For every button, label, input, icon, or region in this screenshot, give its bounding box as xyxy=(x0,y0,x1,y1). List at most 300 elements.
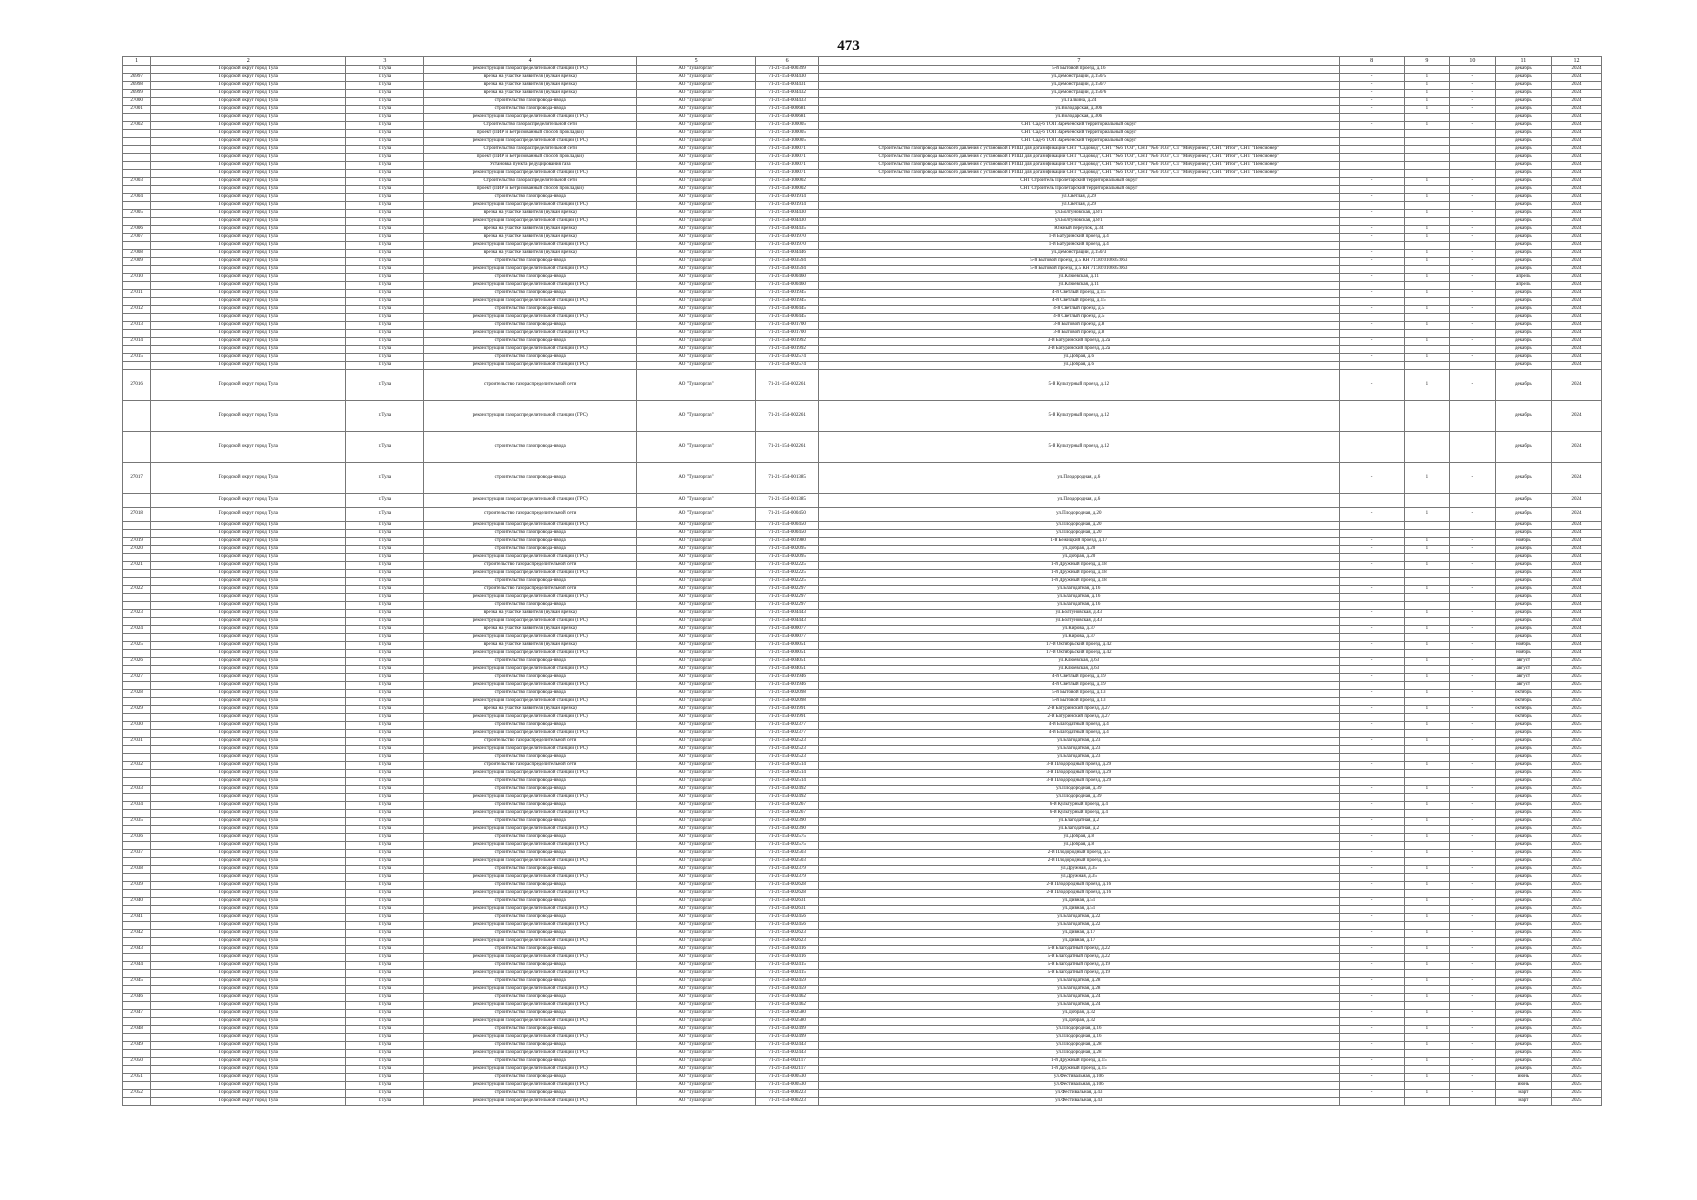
cell-col-10 xyxy=(1450,618,1496,626)
cell-col-8 xyxy=(1339,266,1404,274)
cell-row-number xyxy=(123,770,151,778)
table-row xyxy=(123,618,1602,626)
column-header-8: 8 xyxy=(1339,57,1404,66)
cell-col-9 xyxy=(1404,714,1450,722)
cell-col-10: - xyxy=(1450,122,1496,130)
cell-col-9: 1 xyxy=(1404,1074,1450,1082)
cell-row-number xyxy=(123,138,151,146)
cell-row-number xyxy=(123,874,151,882)
cell-organization: АО "Тулагоргаз" xyxy=(636,401,755,432)
cell-col-10 xyxy=(1450,1050,1496,1058)
cell-work-type: строительство газопровода-ввода xyxy=(424,306,637,314)
cell-col-9: 1 xyxy=(1404,1010,1450,1018)
cell-row-number: 27027 xyxy=(123,674,151,682)
cell-col-9 xyxy=(1404,810,1450,818)
cell-organization: АО "Тулагоргаз" xyxy=(636,666,755,674)
cell-month: ноябрь xyxy=(1495,650,1551,658)
cell-col-10 xyxy=(1450,530,1496,538)
cell-object-code: 71-21-154-002631 xyxy=(756,906,819,914)
cell-work-type: реконструкция газораспределительной станции (ГРС) xyxy=(424,362,637,370)
cell-municipality: Городской округ город Тула xyxy=(151,114,346,122)
cell-year: 2025 xyxy=(1552,1002,1602,1010)
cell-col-10: - xyxy=(1450,978,1496,986)
cell-locality: г.Тула xyxy=(346,642,424,650)
table-row xyxy=(123,626,1602,634)
cell-work-type: строительство газопровода-ввода xyxy=(424,274,637,282)
cell-object-code: 71-21-154-004430 xyxy=(756,218,819,226)
cell-address: ул.Благодатная, д.2 xyxy=(819,826,1339,834)
cell-col-10: - xyxy=(1450,866,1496,874)
cell-col-10: - xyxy=(1450,546,1496,554)
cell-row-number xyxy=(123,346,151,354)
cell-organization: АО "Тулагоргаз" xyxy=(636,818,755,826)
cell-month: декабрь xyxy=(1495,154,1551,162)
cell-row-number: 27033 xyxy=(123,786,151,794)
cell-object-code: 71-21-154-100005 xyxy=(756,130,819,138)
cell-municipality: Городской округ город Тула xyxy=(151,90,346,98)
cell-month: ноябрь xyxy=(1495,642,1551,650)
cell-municipality: Городской округ город Тула xyxy=(151,762,346,770)
cell-col-10: - xyxy=(1450,722,1496,730)
cell-address: ул.Плодородная, д.20 xyxy=(819,522,1339,530)
cell-col-9: 1 xyxy=(1404,762,1450,770)
cell-work-type: реконструкция газораспределительной станции (ГРС) xyxy=(424,810,637,818)
table-row xyxy=(123,194,1602,202)
cell-col-9: 1 xyxy=(1404,322,1450,330)
cell-organization: АО "Тулагоргаз" xyxy=(636,290,755,298)
cell-col-8 xyxy=(1339,778,1404,786)
cell-col-10 xyxy=(1450,170,1496,178)
cell-col-9: 1 xyxy=(1404,250,1450,258)
cell-col-9 xyxy=(1404,530,1450,538)
cell-col-8 xyxy=(1339,618,1404,626)
cell-object-code: 71-21-154-002443 xyxy=(756,1042,819,1050)
cell-organization: АО "Тулагоргаз" xyxy=(636,634,755,642)
cell-year: 2025 xyxy=(1552,1018,1602,1026)
cell-month: декабрь xyxy=(1495,754,1551,762)
cell-col-8: - xyxy=(1339,1026,1404,1034)
cell-work-type: реконструкция газораспределительной станции (ГРС) xyxy=(424,770,637,778)
cell-object-code: 71-21-154-000530 xyxy=(756,1082,819,1090)
cell-row-number xyxy=(123,570,151,578)
cell-object-code: 71-21-154-100071 xyxy=(756,146,819,154)
cell-locality: г.Тула xyxy=(346,1026,424,1034)
cell-col-10 xyxy=(1450,890,1496,898)
cell-object-code: 71-21-154-002523 xyxy=(756,746,819,754)
cell-address: Южный переулок, д.34 xyxy=(819,226,1339,234)
cell-object-code: 71-21-154-002575 xyxy=(756,842,819,850)
cell-address: 1-й Дружный проезд, д.18 xyxy=(819,570,1339,578)
table-row xyxy=(123,82,1602,90)
cell-object-code: 71-21-154-002574 xyxy=(756,362,819,370)
cell-year: 2024 xyxy=(1552,610,1602,618)
cell-organization: АО "Тулагоргаз" xyxy=(636,463,755,494)
cell-work-type: реконструкция газораспределительной станции (ГРС) xyxy=(424,826,637,834)
cell-year: 2024 xyxy=(1552,162,1602,170)
cell-col-10: - xyxy=(1450,538,1496,546)
cell-municipality: Городской округ город Тула xyxy=(151,298,346,306)
cell-row-number: 27036 xyxy=(123,834,151,842)
cell-row-number: 27050 xyxy=(123,1058,151,1066)
cell-locality: г.Тула xyxy=(346,762,424,770)
cell-col-10 xyxy=(1450,218,1496,226)
cell-municipality: Городской округ город Тула xyxy=(151,530,346,538)
cell-month: декабрь xyxy=(1495,1002,1551,1010)
cell-object-code: 71-21-154-001980 xyxy=(756,538,819,546)
cell-col-10 xyxy=(1450,522,1496,530)
cell-organization: АО "Тулагоргаз" xyxy=(636,322,755,330)
table-row xyxy=(123,122,1602,130)
cell-object-code: 71-21-154-002574 xyxy=(756,354,819,362)
cell-col-10: - xyxy=(1450,818,1496,826)
cell-municipality: Городской округ город Тула xyxy=(151,1010,346,1018)
cell-col-10 xyxy=(1450,938,1496,946)
table-row xyxy=(123,794,1602,802)
table-row xyxy=(123,738,1602,746)
cell-year: 2025 xyxy=(1552,954,1602,962)
cell-col-9 xyxy=(1404,362,1450,370)
cell-address: Строительство газопровода высокого давления с установкой ГРПШ для догазификации СНТ "Садовод", СНТ "№6 ТОЗ", СНТ "№6 ТОЗ", СТ "Мичуринец", СНТ "Итог", СНТ "Пенсионер" xyxy=(819,146,1339,154)
cell-municipality: Городской округ город Тула xyxy=(151,874,346,882)
cell-col-9 xyxy=(1404,282,1450,290)
cell-locality: г.Тула xyxy=(346,82,424,90)
cell-object-code: 71-21-154-002462 xyxy=(756,994,819,1002)
cell-work-type: Строительство газораспределительной сети xyxy=(424,178,637,186)
cell-month: декабрь xyxy=(1495,594,1551,602)
cell-object-code: 71-21-154-000450 xyxy=(756,530,819,538)
cell-col-9 xyxy=(1404,570,1450,578)
cell-work-type: строительство газопровода-ввода xyxy=(424,818,637,826)
cell-organization: АО "Тулагоргаз" xyxy=(636,650,755,658)
cell-object-code: 71-21-154-002456 xyxy=(756,922,819,930)
table-row xyxy=(123,578,1602,586)
cell-work-type: строительство газопровода-ввода xyxy=(424,354,637,362)
cell-col-9: 1 xyxy=(1404,946,1450,954)
cell-work-type: реконструкция газораспределительной станции (ГРС) xyxy=(424,650,637,658)
cell-municipality: Городской округ город Тула xyxy=(151,138,346,146)
cell-organization: АО "Тулагоргаз" xyxy=(636,642,755,650)
cell-locality: г.Тула xyxy=(346,90,424,98)
cell-year: 2025 xyxy=(1552,730,1602,738)
cell-locality: г.Тула xyxy=(346,746,424,754)
cell-work-type: реконструкция газораспределительной станции (ГРС) xyxy=(424,298,637,306)
cell-work-type: врезка на участке заявителя (вулкан врезка) xyxy=(424,610,637,618)
cell-col-10 xyxy=(1450,858,1496,866)
table-row xyxy=(123,946,1602,954)
cell-col-8: - xyxy=(1339,882,1404,890)
cell-work-type: строительство газопровода-ввода xyxy=(424,258,637,266)
cell-month: декабрь xyxy=(1495,618,1551,626)
cell-row-number xyxy=(123,330,151,338)
cell-col-8: - xyxy=(1339,508,1404,522)
cell-year: 2024 xyxy=(1552,508,1602,522)
cell-col-9 xyxy=(1404,1082,1450,1090)
cell-col-10 xyxy=(1450,298,1496,306)
cell-municipality: Городской округ город Тула xyxy=(151,202,346,210)
cell-year: 2024 xyxy=(1552,522,1602,530)
cell-col-9: 1 xyxy=(1404,463,1450,494)
cell-row-number: 27000 xyxy=(123,98,151,106)
cell-month: декабрь xyxy=(1495,114,1551,122)
cell-locality: г.Тула xyxy=(346,930,424,938)
cell-row-number xyxy=(123,730,151,738)
cell-col-8 xyxy=(1339,922,1404,930)
cell-address: ул.Добрая, д.6 xyxy=(819,354,1339,362)
cell-work-type: строительство газопровода-ввода xyxy=(424,930,637,938)
cell-year: 2025 xyxy=(1552,714,1602,722)
cell-address: 5-й Бытовой проезд, д.13 xyxy=(819,690,1339,698)
cell-col-9 xyxy=(1404,986,1450,994)
cell-work-type: реконструкция газораспределительной станции (ГРС) xyxy=(424,1034,637,1042)
cell-col-9 xyxy=(1404,634,1450,642)
cell-year: 2025 xyxy=(1552,930,1602,938)
cell-row-number xyxy=(123,810,151,818)
cell-col-10: - xyxy=(1450,930,1496,938)
cell-organization: АО "Тулагоргаз" xyxy=(636,370,755,401)
cell-col-10 xyxy=(1450,66,1496,74)
cell-locality: г.Тула xyxy=(346,858,424,866)
cell-work-type: реконструкция газораспределительной станции (ГРС) xyxy=(424,714,637,722)
cell-address: 1-й Бежицкий проезд, д.17 xyxy=(819,538,1339,546)
cell-row-number xyxy=(123,698,151,706)
cell-month: декабрь xyxy=(1495,122,1551,130)
cell-year: 2025 xyxy=(1552,778,1602,786)
cell-organization: АО "Тулагоргаз" xyxy=(636,202,755,210)
cell-locality: г.Тула xyxy=(346,986,424,994)
cell-municipality: Городской округ город Тула xyxy=(151,858,346,866)
cell-col-10 xyxy=(1450,730,1496,738)
cell-row-number xyxy=(123,202,151,210)
cell-col-10 xyxy=(1450,314,1496,322)
cell-col-10 xyxy=(1450,666,1496,674)
cell-col-9: 1 xyxy=(1404,258,1450,266)
table-row xyxy=(123,634,1602,642)
cell-address: 4-й Светлый проезд, д.19 xyxy=(819,682,1339,690)
cell-col-8 xyxy=(1339,954,1404,962)
cell-work-type: реконструкция газораспределительной станции (ГРС) xyxy=(424,1082,637,1090)
cell-col-9 xyxy=(1404,970,1450,978)
cell-year: 2025 xyxy=(1552,826,1602,834)
cell-month: декабрь xyxy=(1495,914,1551,922)
table-row xyxy=(123,401,1602,432)
cell-row-number xyxy=(123,954,151,962)
cell-year: 2025 xyxy=(1552,890,1602,898)
cell-locality: г.Тула xyxy=(346,1002,424,1010)
cell-locality: г.Тула xyxy=(346,1034,424,1042)
table-row xyxy=(123,778,1602,786)
cell-organization: АО "Тулагоргаз" xyxy=(636,842,755,850)
cell-organization: АО "Тулагоргаз" xyxy=(636,882,755,890)
cell-row-number: 27049 xyxy=(123,1042,151,1050)
table-row xyxy=(123,226,1602,234)
cell-row-number xyxy=(123,432,151,463)
cell-year: 2024 xyxy=(1552,242,1602,250)
cell-organization: АО "Тулагоргаз" xyxy=(636,1050,755,1058)
cell-municipality: Городской округ город Тула xyxy=(151,194,346,202)
cell-col-8: - xyxy=(1339,1042,1404,1050)
cell-year: 2024 xyxy=(1552,186,1602,194)
cell-col-9: 1 xyxy=(1404,274,1450,282)
table-row xyxy=(123,258,1602,266)
cell-col-8: - xyxy=(1339,994,1404,1002)
cell-work-type: реконструкция газораспределительной станции (ГРС) xyxy=(424,618,637,626)
cell-month: декабрь xyxy=(1495,1026,1551,1034)
cell-month: август xyxy=(1495,682,1551,690)
cell-municipality: Городской округ город Тула xyxy=(151,258,346,266)
cell-organization: АО "Тулагоргаз" xyxy=(636,682,755,690)
table-row xyxy=(123,354,1602,362)
table-row xyxy=(123,530,1602,538)
cell-month: декабрь xyxy=(1495,178,1551,186)
cell-work-type: строительство газопровода-ввода xyxy=(424,1010,637,1018)
cell-object-code: 71-21-154-000051 xyxy=(756,650,819,658)
table-row xyxy=(123,1098,1602,1106)
cell-col-8: - xyxy=(1339,354,1404,362)
cell-object-code: 71-21-154-002492 xyxy=(756,794,819,802)
cell-col-8: - xyxy=(1339,562,1404,570)
cell-row-number xyxy=(123,938,151,946)
cell-col-8 xyxy=(1339,494,1404,508)
cell-year: 2025 xyxy=(1552,962,1602,970)
cell-locality: г.Тула xyxy=(346,250,424,258)
cell-month: декабрь xyxy=(1495,762,1551,770)
cell-month: декабрь xyxy=(1495,194,1551,202)
cell-municipality: Городской округ город Тула xyxy=(151,850,346,858)
cell-address: 3-й Плодородный проезд, д.29 xyxy=(819,778,1339,786)
cell-work-type: реконструкция газораспределительной станции (ГРС) xyxy=(424,842,637,850)
cell-col-10: - xyxy=(1450,610,1496,618)
cell-col-9: 1 xyxy=(1404,306,1450,314)
cell-municipality: Городской округ город Тула xyxy=(151,834,346,842)
cell-row-number xyxy=(123,754,151,762)
cell-year: 2024 xyxy=(1552,546,1602,554)
cell-organization: АО "Тулагоргаз" xyxy=(636,1090,755,1098)
cell-address: ул.Дружная, д.35 xyxy=(819,866,1339,874)
cell-address: 5-й Благодатный проезд, д.19 xyxy=(819,962,1339,970)
cell-month: декабрь xyxy=(1495,90,1551,98)
cell-organization: АО "Тулагоргаз" xyxy=(636,714,755,722)
cell-organization: АО "Тулагоргаз" xyxy=(636,970,755,978)
cell-organization: АО "Тулагоргаз" xyxy=(636,130,755,138)
cell-object-code: 71-21-154-004432 xyxy=(756,90,819,98)
cell-col-10 xyxy=(1450,554,1496,562)
cell-locality: г.Тула xyxy=(346,306,424,314)
cell-col-9 xyxy=(1404,66,1450,74)
cell-col-10: - xyxy=(1450,90,1496,98)
cell-col-9 xyxy=(1404,298,1450,306)
cell-row-number: 27006 xyxy=(123,226,151,234)
cell-organization: АО "Тулагоргаз" xyxy=(636,522,755,530)
cell-municipality: Городской округ город Тула xyxy=(151,650,346,658)
cell-row-number: 27042 xyxy=(123,930,151,938)
cell-organization: АО "Тулагоргаз" xyxy=(636,314,755,322)
cell-organization: АО "Тулагоргаз" xyxy=(636,1034,755,1042)
cell-municipality: Городской округ город Тула xyxy=(151,866,346,874)
cell-year: 2024 xyxy=(1552,282,1602,290)
cell-locality: г.Тула xyxy=(346,1066,424,1074)
table-row xyxy=(123,202,1602,210)
cell-row-number: 27013 xyxy=(123,322,151,330)
cell-locality: г.Тула xyxy=(346,666,424,674)
table-row xyxy=(123,858,1602,866)
cell-locality: г.Тула xyxy=(346,162,424,170)
cell-locality: г.Тула xyxy=(346,594,424,602)
cell-month: декабрь xyxy=(1495,626,1551,634)
table-row xyxy=(123,874,1602,882)
cell-locality: г.Тула xyxy=(346,130,424,138)
cell-municipality: Городской округ город Тула xyxy=(151,754,346,762)
table-row xyxy=(123,186,1602,194)
cell-object-code: 71-21-154-100071 xyxy=(756,162,819,170)
cell-col-8: - xyxy=(1339,962,1404,970)
cell-address: СНТ Сад-6 ТОП Зареченский территориальный округ xyxy=(819,122,1339,130)
cell-month: декабрь xyxy=(1495,834,1551,842)
table-row xyxy=(123,338,1602,346)
cell-locality: г.Тула xyxy=(346,463,424,494)
cell-month: декабрь xyxy=(1495,186,1551,194)
cell-col-10: - xyxy=(1450,850,1496,858)
cell-municipality: Городской округ город Тула xyxy=(151,946,346,954)
cell-year: 2025 xyxy=(1552,858,1602,866)
cell-municipality: Городской округ город Тула xyxy=(151,578,346,586)
cell-object-code: 71-21-154-004435 xyxy=(756,226,819,234)
cell-year: 2025 xyxy=(1552,1050,1602,1058)
cell-col-8 xyxy=(1339,66,1404,74)
cell-col-9 xyxy=(1404,682,1450,690)
cell-organization: АО "Тулагоргаз" xyxy=(636,578,755,586)
cell-work-type: реконструкция газораспределительной станции (ГРС) xyxy=(424,494,637,508)
cell-month: декабрь xyxy=(1495,1058,1551,1066)
cell-row-number: 27047 xyxy=(123,1010,151,1018)
table-row xyxy=(123,698,1602,706)
cell-object-code: 71-21-154-002514 xyxy=(756,770,819,778)
cell-col-8 xyxy=(1339,154,1404,162)
cell-work-type: врезка на участке заявителя (вулкан врезка) xyxy=(424,234,637,242)
cell-object-code: 71-21-154-002415 xyxy=(756,962,819,970)
cell-work-type: реконструкция газораспределительной станции (ГРС) xyxy=(424,282,637,290)
cell-year: 2025 xyxy=(1552,1066,1602,1074)
table-row xyxy=(123,282,1602,290)
cell-municipality: Городской округ город Тула xyxy=(151,82,346,90)
cell-work-type: реконструкция газораспределительной станции (ГРС) xyxy=(424,594,637,602)
cell-municipality: Городской округ город Тула xyxy=(151,146,346,154)
cell-year: 2024 xyxy=(1552,114,1602,122)
cell-work-type: врезка на участке заявителя (вулкан врезка) xyxy=(424,210,637,218)
cell-row-number xyxy=(123,666,151,674)
cell-col-9: 1 xyxy=(1404,210,1450,218)
cell-work-type: реконструкция газораспределительной станции (ГРС) xyxy=(424,522,637,530)
cell-locality: г.Тула xyxy=(346,274,424,282)
cell-municipality: Городской округ город Тула xyxy=(151,986,346,994)
cell-address: ул.Благодатная, д.22 xyxy=(819,922,1339,930)
cell-col-10: - xyxy=(1450,946,1496,954)
cell-month: октябрь xyxy=(1495,690,1551,698)
cell-col-10 xyxy=(1450,202,1496,210)
cell-col-8 xyxy=(1339,650,1404,658)
table-row xyxy=(123,314,1602,322)
cell-month: июнь xyxy=(1495,1082,1551,1090)
cell-col-8: - xyxy=(1339,338,1404,346)
cell-work-type: реконструкция газораспределительной станции (ГРС) xyxy=(424,1098,637,1106)
cell-address: ул.Плодородная, д.6 xyxy=(819,494,1339,508)
cell-col-9 xyxy=(1404,922,1450,930)
cell-municipality: Городской округ город Тула xyxy=(151,682,346,690)
cell-locality: г.Тула xyxy=(346,114,424,122)
cell-year: 2025 xyxy=(1552,674,1602,682)
cell-col-10 xyxy=(1450,954,1496,962)
cell-work-type: строительство газопровода-ввода xyxy=(424,754,637,762)
cell-month: декабрь xyxy=(1495,130,1551,138)
